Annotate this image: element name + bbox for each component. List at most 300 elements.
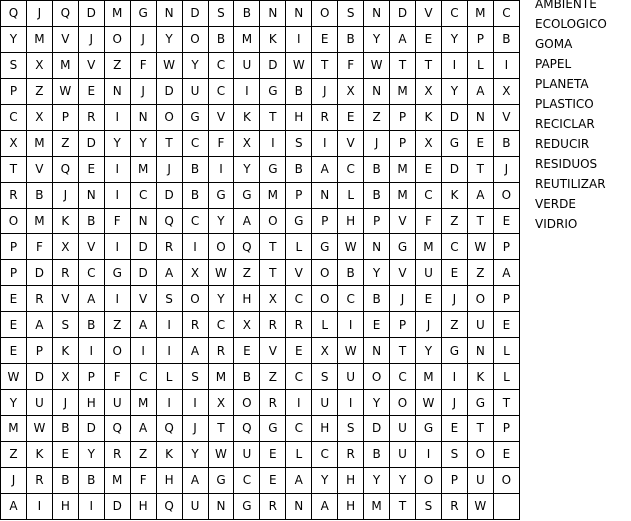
grid-cell[interactable]: M [416,234,442,260]
grid-cell[interactable]: A [286,467,312,493]
grid-cell[interactable]: T [390,338,416,364]
grid-cell[interactable]: V [78,52,104,78]
grid-cell[interactable]: V [208,104,234,130]
grid-cell[interactable]: N [156,1,182,27]
grid-cell[interactable]: O [416,467,442,493]
grid-cell[interactable]: E [416,286,442,312]
grid-cell[interactable]: S [338,1,364,27]
grid-cell[interactable]: S [441,441,467,467]
grid-cell[interactable]: D [104,493,130,519]
grid-cell[interactable]: J [416,312,442,338]
grid-cell[interactable]: L [467,52,493,78]
grid-cell[interactable]: Q [104,416,130,442]
grid-cell[interactable]: T [1,156,27,182]
grid-cell[interactable]: O [208,234,234,260]
grid-cell[interactable]: K [260,26,286,52]
grid-cell[interactable]: S [156,286,182,312]
grid-cell[interactable]: C [1,104,27,130]
grid-cell[interactable]: D [26,364,52,390]
grid-cell[interactable]: M [130,390,156,416]
grid-cell[interactable]: P [493,286,519,312]
grid-cell[interactable]: E [441,416,467,442]
grid-cell[interactable]: D [441,104,467,130]
grid-cell[interactable]: A [78,286,104,312]
grid-cell[interactable]: F [104,208,130,234]
grid-cell[interactable]: E [78,156,104,182]
grid-cell[interactable]: V [130,286,156,312]
grid-cell[interactable]: S [416,493,442,519]
grid-cell[interactable]: I [416,441,442,467]
grid-cell[interactable]: Y [364,26,390,52]
grid-cell[interactable]: R [26,467,52,493]
grid-cell[interactable]: I [104,182,130,208]
grid-cell[interactable]: M [104,467,130,493]
grid-cell[interactable]: E [1,286,27,312]
grid-cell[interactable]: N [364,338,390,364]
grid-cell[interactable]: X [234,130,260,156]
grid-cell[interactable]: P [364,208,390,234]
grid-cell[interactable]: B [493,130,519,156]
grid-cell[interactable]: N [467,104,493,130]
grid-cell[interactable]: A [182,467,208,493]
grid-cell[interactable]: H [130,493,156,519]
grid-cell[interactable]: Q [156,416,182,442]
grid-cell[interactable]: U [390,416,416,442]
grid-cell[interactable]: P [26,338,52,364]
grid-cell[interactable]: S [182,364,208,390]
grid-cell[interactable]: V [286,260,312,286]
grid-cell[interactable]: N [208,493,234,519]
grid-cell[interactable]: T [260,104,286,130]
grid-cell[interactable]: R [182,312,208,338]
grid-cell[interactable]: H [234,286,260,312]
grid-cell[interactable]: B [78,312,104,338]
grid-cell[interactable]: D [156,182,182,208]
grid-cell[interactable]: B [286,78,312,104]
grid-cell[interactable]: O [467,441,493,467]
grid-cell[interactable]: A [182,338,208,364]
grid-cell[interactable]: U [467,312,493,338]
grid-cell[interactable]: K [441,182,467,208]
grid-cell[interactable]: P [286,182,312,208]
grid-cell[interactable]: A [234,208,260,234]
grid-cell[interactable]: D [390,1,416,27]
grid-cell[interactable]: O [182,286,208,312]
grid-cell[interactable]: P [467,26,493,52]
grid-cell[interactable]: Z [441,312,467,338]
grid-cell[interactable]: E [441,260,467,286]
grid-cell[interactable]: V [493,104,519,130]
grid-cell[interactable]: V [78,234,104,260]
grid-cell[interactable]: M [26,208,52,234]
grid-cell[interactable]: N [130,208,156,234]
grid-cell[interactable]: Q [156,208,182,234]
grid-cell[interactable]: C [493,1,519,27]
grid-cell[interactable]: K [52,338,78,364]
grid-cell[interactable]: A [493,260,519,286]
grid-cell[interactable]: I [312,130,338,156]
grid-cell[interactable]: E [416,156,442,182]
grid-cell[interactable]: A [312,156,338,182]
grid-cell[interactable]: Y [208,208,234,234]
grid-cell[interactable]: A [390,26,416,52]
grid-cell[interactable]: E [338,104,364,130]
grid-cell[interactable]: R [1,182,27,208]
grid-cell[interactable]: O [493,467,519,493]
grid-cell[interactable]: Y [208,286,234,312]
grid-cell[interactable]: G [182,104,208,130]
grid-cell[interactable]: I [104,104,130,130]
grid-cell[interactable]: I [104,156,130,182]
grid-cell[interactable]: W [52,78,78,104]
grid-cell[interactable]: D [182,1,208,27]
grid-cell[interactable]: Q [156,493,182,519]
grid-cell[interactable]: R [104,441,130,467]
grid-cell[interactable]: I [338,390,364,416]
grid-cell[interactable]: O [467,286,493,312]
grid-cell[interactable]: J [78,26,104,52]
grid-cell[interactable]: U [467,467,493,493]
grid-cell[interactable]: L [286,441,312,467]
grid-cell[interactable]: N [286,1,312,27]
grid-cell[interactable]: P [52,104,78,130]
grid-cell[interactable]: Y [312,467,338,493]
grid-cell[interactable]: M [390,78,416,104]
grid-cell[interactable]: O [182,26,208,52]
grid-cell[interactable]: P [312,208,338,234]
grid-cell[interactable]: P [493,416,519,442]
grid-cell[interactable]: Z [104,312,130,338]
grid-cell[interactable]: D [78,416,104,442]
grid-cell[interactable]: B [182,156,208,182]
grid-cell[interactable]: W [416,390,442,416]
grid-cell[interactable]: B [208,26,234,52]
grid-cell[interactable]: B [78,208,104,234]
grid-cell[interactable]: G [286,208,312,234]
grid-cell[interactable]: W [338,234,364,260]
grid-cell[interactable]: M [26,26,52,52]
grid-cell[interactable]: O [1,208,27,234]
grid-cell[interactable]: F [104,364,130,390]
grid-cell[interactable]: T [312,52,338,78]
grid-cell[interactable]: E [260,441,286,467]
grid-cell[interactable]: J [441,390,467,416]
grid-cell[interactable]: T [416,52,442,78]
grid-cell[interactable]: B [364,441,390,467]
grid-cell[interactable]: I [78,338,104,364]
grid-cell[interactable]: Q [52,156,78,182]
grid-cell[interactable]: U [416,260,442,286]
grid-cell[interactable]: Z [26,78,52,104]
grid-cell[interactable]: U [390,441,416,467]
grid-cell[interactable]: P [1,260,27,286]
grid-cell[interactable]: S [338,416,364,442]
grid-cell[interactable]: L [286,234,312,260]
grid-cell[interactable]: A [156,260,182,286]
grid-cell[interactable]: S [286,130,312,156]
grid-cell[interactable]: V [390,208,416,234]
grid-cell[interactable]: Z [1,441,27,467]
grid-cell[interactable]: Y [1,390,27,416]
grid-cell[interactable]: B [338,26,364,52]
grid-cell[interactable]: V [26,156,52,182]
grid-cell[interactable]: J [493,156,519,182]
grid-cell[interactable]: O [104,26,130,52]
grid-cell[interactable]: P [441,467,467,493]
grid-cell[interactable]: O [156,104,182,130]
grid-cell[interactable]: I [260,130,286,156]
grid-cell[interactable]: A [467,78,493,104]
grid-cell[interactable]: U [234,52,260,78]
grid-cell[interactable]: K [26,441,52,467]
grid-cell[interactable]: F [26,234,52,260]
grid-cell[interactable]: E [286,338,312,364]
grid-cell[interactable]: Y [1,26,27,52]
grid-cell[interactable]: I [234,78,260,104]
grid-cell[interactable]: H [156,467,182,493]
grid-cell[interactable]: T [260,260,286,286]
grid-cell[interactable]: G [260,156,286,182]
grid-cell[interactable]: Q [234,416,260,442]
grid-cell[interactable]: M [1,416,27,442]
grid-cell[interactable]: Z [234,260,260,286]
grid-cell[interactable]: Y [390,467,416,493]
grid-cell[interactable]: Y [182,441,208,467]
grid-cell[interactable]: S [208,1,234,27]
grid-cell[interactable]: M [416,364,442,390]
grid-cell[interactable]: C [312,441,338,467]
grid-cell[interactable]: A [1,493,27,519]
grid-cell[interactable]: Y [416,338,442,364]
grid-cell[interactable]: L [312,312,338,338]
grid-cell[interactable]: J [441,286,467,312]
grid-cell[interactable]: D [78,130,104,156]
grid-cell[interactable]: R [260,390,286,416]
grid-cell[interactable]: X [260,286,286,312]
grid-cell[interactable]: W [467,493,493,519]
grid-cell[interactable]: X [26,104,52,130]
grid-cell[interactable]: A [26,312,52,338]
grid-cell[interactable]: E [1,338,27,364]
grid-cell[interactable]: J [312,78,338,104]
grid-cell[interactable]: W [286,52,312,78]
grid-cell[interactable]: G [260,416,286,442]
grid-cell[interactable]: J [130,26,156,52]
grid-cell[interactable]: F [130,52,156,78]
grid-cell[interactable]: E [416,26,442,52]
grid-cell[interactable]: X [52,234,78,260]
grid-cell[interactable]: K [234,104,260,130]
grid-cell[interactable]: B [493,26,519,52]
grid-cell[interactable]: Q [1,1,27,27]
grid-cell[interactable]: X [416,130,442,156]
grid-cell[interactable]: Y [441,78,467,104]
grid-cell[interactable]: M [390,156,416,182]
grid-cell[interactable]: V [52,286,78,312]
grid-cell[interactable]: E [260,467,286,493]
grid-cell[interactable]: C [130,182,156,208]
grid-cell[interactable]: T [156,130,182,156]
grid-cell[interactable]: J [52,182,78,208]
grid-cell[interactable]: H [312,416,338,442]
grid-cell[interactable]: I [156,390,182,416]
grid-cell[interactable] [493,493,519,519]
grid-cell[interactable]: D [441,156,467,182]
grid-cell[interactable]: I [441,364,467,390]
grid-cell[interactable]: B [286,156,312,182]
grid-cell[interactable]: F [208,130,234,156]
grid-cell[interactable]: Y [182,52,208,78]
grid-cell[interactable]: Y [156,26,182,52]
grid-cell[interactable]: C [208,52,234,78]
grid-cell[interactable]: R [260,312,286,338]
grid-cell[interactable]: X [208,390,234,416]
grid-cell[interactable]: G [467,390,493,416]
grid-cell[interactable]: M [208,364,234,390]
grid-cell[interactable]: C [208,78,234,104]
grid-cell[interactable]: C [416,182,442,208]
grid-cell[interactable]: K [467,364,493,390]
grid-cell[interactable]: E [493,441,519,467]
grid-cell[interactable]: Z [104,52,130,78]
grid-cell[interactable]: E [78,78,104,104]
grid-cell[interactable]: T [467,156,493,182]
grid-cell[interactable]: H [338,208,364,234]
grid-cell[interactable]: C [234,467,260,493]
grid-cell[interactable]: G [208,467,234,493]
grid-cell[interactable]: N [130,104,156,130]
grid-cell[interactable]: H [52,493,78,519]
grid-cell[interactable]: T [260,234,286,260]
grid-cell[interactable]: I [208,156,234,182]
grid-cell[interactable]: Y [364,260,390,286]
grid-cell[interactable]: X [234,312,260,338]
grid-cell[interactable]: Q [52,1,78,27]
grid-cell[interactable]: R [286,312,312,338]
grid-cell[interactable]: C [441,1,467,27]
grid-cell[interactable]: W [26,416,52,442]
grid-cell[interactable]: U [338,364,364,390]
grid-cell[interactable]: W [208,260,234,286]
grid-cell[interactable]: D [130,234,156,260]
grid-cell[interactable]: X [26,52,52,78]
grid-cell[interactable]: A [130,312,156,338]
grid-cell[interactable]: G [234,493,260,519]
grid-cell[interactable]: U [182,78,208,104]
grid-cell[interactable]: C [338,156,364,182]
grid-cell[interactable]: R [156,234,182,260]
grid-cell[interactable]: V [260,338,286,364]
grid-cell[interactable]: Y [441,26,467,52]
grid-cell[interactable]: G [260,78,286,104]
grid-cell[interactable]: W [338,338,364,364]
grid-cell[interactable]: I [156,338,182,364]
grid-cell[interactable]: N [364,78,390,104]
grid-cell[interactable]: T [390,52,416,78]
grid-cell[interactable]: C [441,234,467,260]
grid-cell[interactable]: C [338,286,364,312]
grid-cell[interactable]: N [286,493,312,519]
grid-cell[interactable]: Z [130,441,156,467]
grid-cell[interactable]: G [208,182,234,208]
grid-cell[interactable]: M [467,1,493,27]
grid-cell[interactable]: G [416,416,442,442]
grid-cell[interactable]: S [1,52,27,78]
grid-cell[interactable]: U [104,390,130,416]
grid-cell[interactable]: O [312,260,338,286]
grid-cell[interactable]: I [286,26,312,52]
grid-cell[interactable]: G [441,338,467,364]
grid-cell[interactable]: N [78,182,104,208]
grid-cell[interactable]: M [52,52,78,78]
grid-cell[interactable]: T [208,416,234,442]
grid-cell[interactable]: N [312,182,338,208]
grid-cell[interactable]: B [182,182,208,208]
grid-cell[interactable]: R [338,441,364,467]
grid-cell[interactable]: H [338,467,364,493]
grid-cell[interactable]: Y [234,156,260,182]
grid-cell[interactable]: N [364,1,390,27]
grid-cell[interactable]: O [493,182,519,208]
grid-cell[interactable]: C [78,260,104,286]
grid-cell[interactable]: Y [364,390,390,416]
grid-cell[interactable]: E [52,441,78,467]
grid-cell[interactable]: Z [467,260,493,286]
grid-cell[interactable]: J [364,130,390,156]
grid-cell[interactable]: B [338,260,364,286]
grid-cell[interactable]: I [104,234,130,260]
grid-cell[interactable]: U [312,390,338,416]
grid-cell[interactable]: D [130,260,156,286]
grid-cell[interactable]: P [1,78,27,104]
grid-cell[interactable]: N [364,234,390,260]
grid-cell[interactable]: X [182,260,208,286]
grid-cell[interactable]: C [286,364,312,390]
grid-cell[interactable]: T [390,493,416,519]
grid-cell[interactable]: M [390,182,416,208]
grid-cell[interactable]: O [260,208,286,234]
grid-cell[interactable]: H [78,390,104,416]
grid-cell[interactable]: P [390,130,416,156]
grid-cell[interactable]: C [182,208,208,234]
grid-cell[interactable]: X [338,78,364,104]
grid-cell[interactable]: A [130,416,156,442]
grid-cell[interactable]: Y [364,467,390,493]
grid-cell[interactable]: X [493,78,519,104]
grid-cell[interactable]: M [364,493,390,519]
grid-cell[interactable]: D [364,416,390,442]
grid-cell[interactable]: R [441,493,467,519]
grid-cell[interactable]: L [156,364,182,390]
grid-cell[interactable]: J [390,286,416,312]
grid-cell[interactable]: T [493,390,519,416]
grid-cell[interactable]: C [130,364,156,390]
grid-cell[interactable]: I [78,493,104,519]
grid-cell[interactable]: V [338,130,364,156]
grid-cell[interactable]: N [467,338,493,364]
grid-cell[interactable]: B [26,182,52,208]
grid-cell[interactable]: M [260,182,286,208]
grid-cell[interactable]: Y [78,441,104,467]
grid-cell[interactable]: R [312,104,338,130]
grid-cell[interactable]: W [1,364,27,390]
grid-cell[interactable]: M [130,156,156,182]
grid-cell[interactable]: M [234,26,260,52]
grid-cell[interactable]: P [390,104,416,130]
grid-cell[interactable]: B [234,364,260,390]
grid-cell[interactable]: I [156,312,182,338]
grid-cell[interactable]: O [104,338,130,364]
